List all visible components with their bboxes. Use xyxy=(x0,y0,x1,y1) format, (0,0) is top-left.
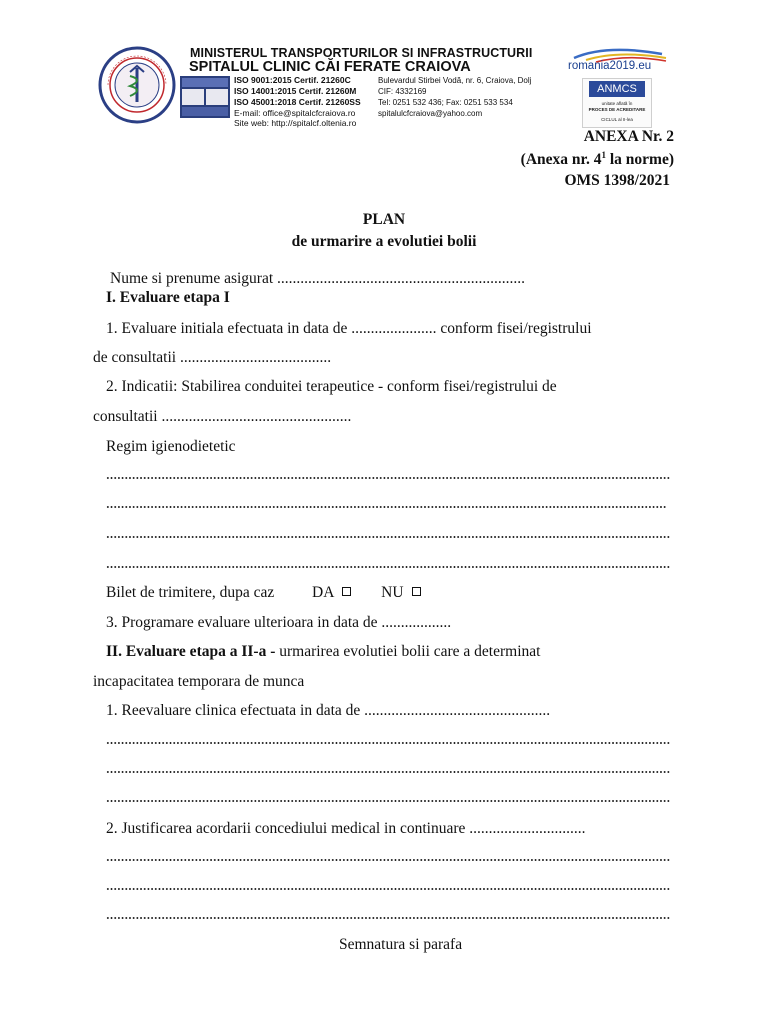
referral-row xyxy=(106,584,421,602)
page-title: PLAN xyxy=(362,211,406,228)
anmcs-logo: ANMCS xyxy=(589,81,645,97)
iso-9001: ISO 9001:2015 Certif. 21260C xyxy=(234,75,351,85)
annex-order: OMS 1398/2021 xyxy=(564,172,670,189)
reevaluation-line-3[interactable] xyxy=(106,797,670,805)
item-2-continuation[interactable]: consultatii ................................................. xyxy=(93,408,352,425)
insured-name-label: Nume si prenume asigurat xyxy=(110,270,274,287)
hospital-name: SPITALUL CLINIC CĂI FERATE CRAIOVA xyxy=(189,59,471,75)
clinical-reevaluation[interactable]: 1. Reevaluare clinica efectuata in data de ................................................ xyxy=(106,702,551,719)
diet-regime-line-1[interactable] xyxy=(106,474,670,482)
referral-label: Bilet de trimitere, dupa caz xyxy=(106,584,275,601)
section-2-continuation: incapacitatea temporara de munca xyxy=(93,673,305,690)
romania2019-text: romania2019.eu xyxy=(568,60,652,72)
letterhead-address: Bulevardul Stirbei Vodă, nr. 6, Craiova, Dolj xyxy=(378,76,532,85)
letterhead-email-secondary: spitalulcfcraiova@yahoo.com xyxy=(378,109,483,118)
hospital-seal-logo xyxy=(94,46,180,124)
justification-line-1[interactable] xyxy=(106,856,670,864)
section-2-heading: II. Evaluare etapa a II-a - urmarirea evolutiei bolii care a determinat xyxy=(106,643,541,660)
referral-no-label: NU xyxy=(381,584,404,601)
justification-line-3[interactable] xyxy=(106,914,670,922)
item-1-initial-evaluation[interactable]: 1. Evaluare initiala efectuata in data de ...................... conform fisei/registrului xyxy=(106,320,592,337)
letterhead-phone: Tel: 0251 532 436; Fax: 0251 533 534 xyxy=(378,98,513,107)
diet-regime-line-4[interactable] xyxy=(106,563,670,571)
insured-name-dots: ................................................................ xyxy=(277,270,526,287)
iso-14001: ISO 14001:2015 Certif. 21260M xyxy=(234,86,357,96)
referral-no-checkbox[interactable] xyxy=(412,587,421,596)
reevaluation-line-1[interactable] xyxy=(106,739,670,747)
item-2-indications: 2. Indicatii: Stabilirea conduitei terapeutice - conform fisei/registrului de xyxy=(106,378,557,395)
diet-regime-label: Regim igienodietetic xyxy=(106,438,236,455)
anmcs-caption: unitate aflată în xyxy=(601,101,633,106)
certification-badges xyxy=(180,76,230,118)
anmcs-caption-accreditation: PROCES DE ACREDITARE xyxy=(588,107,646,112)
letterhead-cif: CIF: 4332169 xyxy=(378,87,427,96)
letterhead-email: E-mail: office@spitalcfcraiova.ro xyxy=(234,108,356,118)
signature-label: Semnatura si parafa xyxy=(339,936,463,953)
justification-line-2[interactable] xyxy=(106,885,670,893)
reevaluation-line-2[interactable] xyxy=(106,768,670,776)
annex-reference: (Anexa nr. $4^1$ la norme) xyxy=(520,150,674,169)
item-3-scheduling[interactable]: 3. Programare evaluare ulterioara in data de .................. xyxy=(106,614,452,631)
sick-leave-justification[interactable]: 2. Justificarea acordarii concediului medical in continuare .............................. xyxy=(106,820,586,837)
anmcs-cycle: CICLUL al II-lea xyxy=(601,117,633,122)
referral-yes-checkbox[interactable] xyxy=(342,587,351,596)
item-1-continuation[interactable]: de consultatii ....................................... xyxy=(93,349,332,366)
ministry-title: MINISTERUL TRANSPORTURILOR SI INFRASTRUCTURII xyxy=(190,46,533,60)
letterhead xyxy=(94,44,674,126)
diet-regime-line-2[interactable] xyxy=(106,503,666,511)
iso-45001: ISO 45001:2018 Certif. 21260SS xyxy=(234,97,361,107)
letterhead-website: Site web: http://spitalcf.oltenia.ro xyxy=(234,118,357,128)
anmcs-accreditation-badge xyxy=(582,78,652,128)
section-1-heading: I. Evaluare etapa I xyxy=(106,289,230,306)
diet-regime-line-3[interactable] xyxy=(106,533,670,541)
referral-yes-label: DA xyxy=(312,584,335,601)
insured-name-field[interactable] xyxy=(110,270,525,288)
annex-number: ANEXA Nr. 2 xyxy=(583,128,674,145)
page-subtitle: de urmarire a evolutiei bolii xyxy=(291,233,477,250)
